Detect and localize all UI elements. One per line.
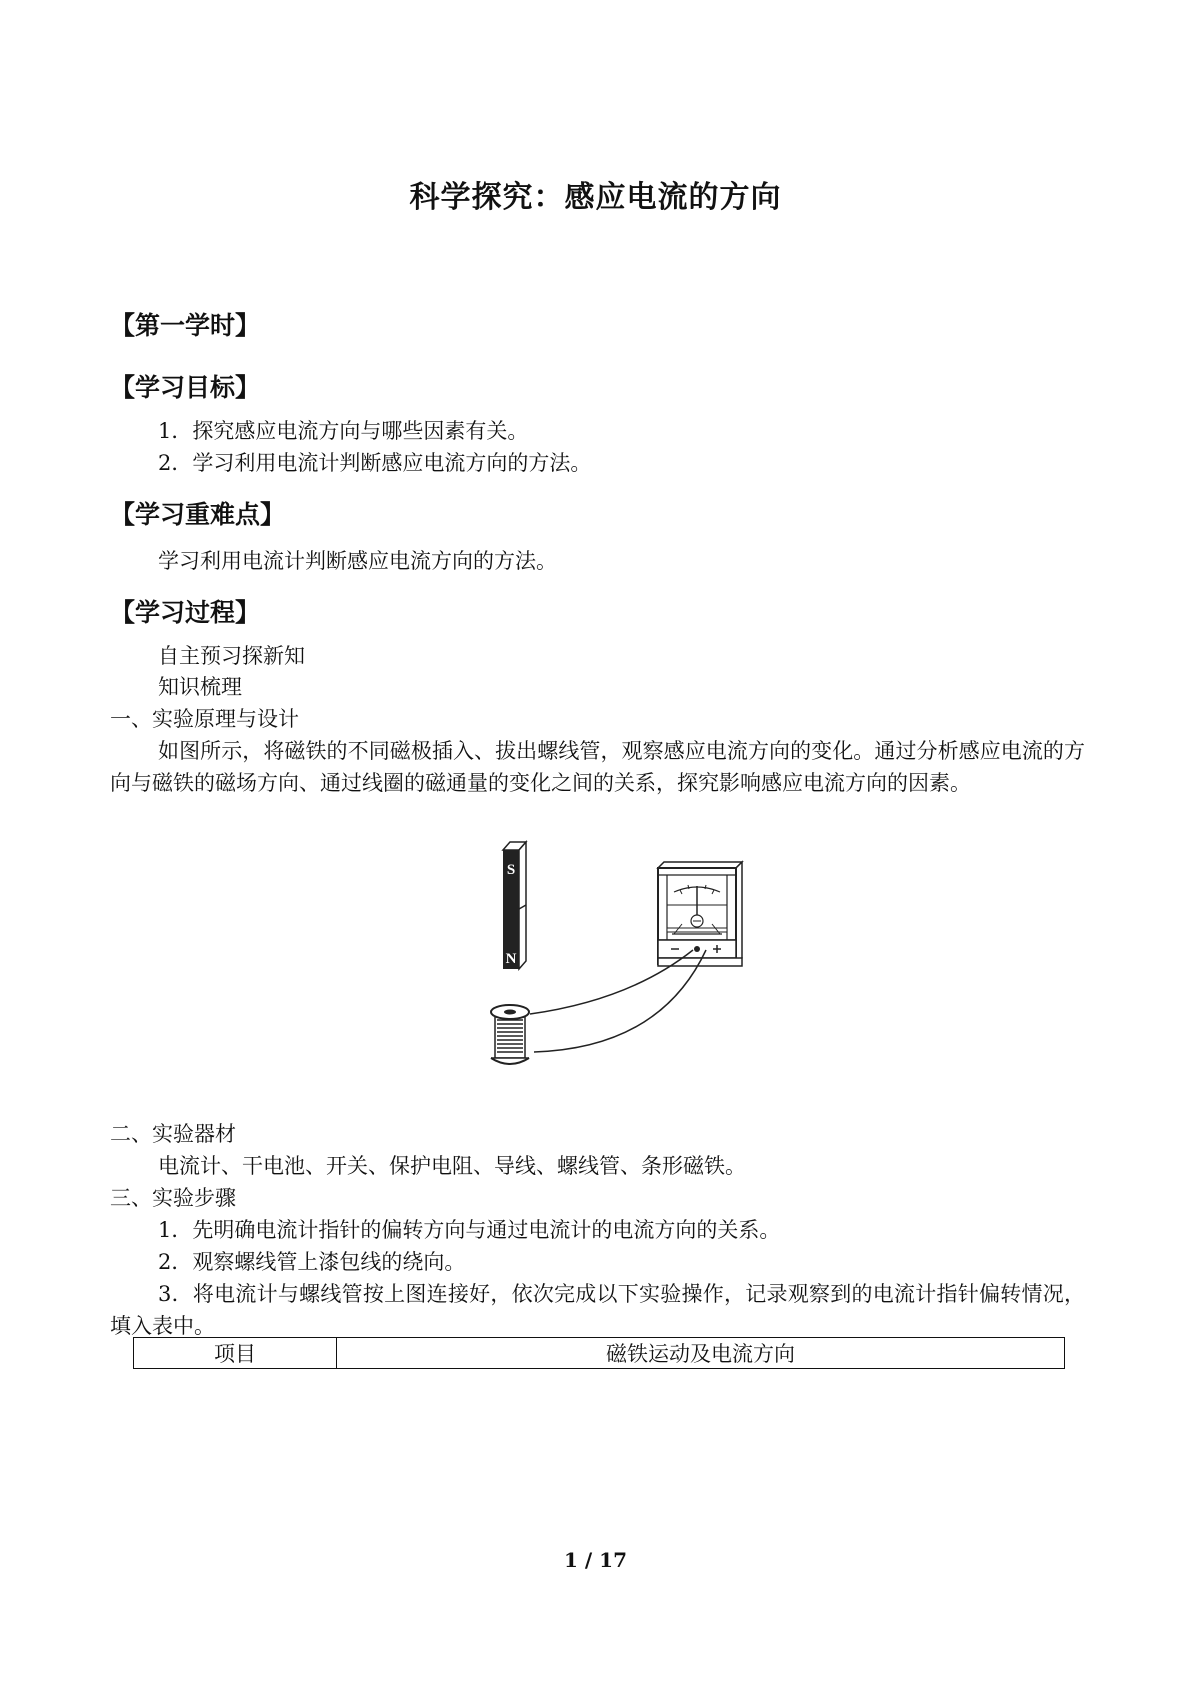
part2-text: 电流计、干电池、开关、保护电阻、导线、螺线管、条形磁铁。 [158,1154,746,1178]
keypoints-text: 学习利用电流计判断感应电流方向的方法。 [158,549,557,573]
process-subheading-knowledge: 知识梳理 [158,675,242,699]
part2-heading: 二、实验器材 [110,1122,236,1146]
process-subheading-preview: 自主预习探新知 [158,644,305,668]
part1-paragraph: 如图所示，将磁铁的不同磁极插入、拔出螺线管，观察感应电流方向的变化。通过分析感应电流的方向与磁铁的磁场方向、通过线圈的磁通量的变化之间的关系，探究影响感应电流方向的因素。 [110,739,1085,795]
table-header-item: 项目 [134,1338,337,1369]
section-lesson-heading: 【第一学时】 [110,311,261,340]
experiment-table [133,1337,1065,1369]
experiment-figure [470,830,770,1100]
part1-heading: 一、实验原理与设计 [110,707,299,731]
step-2: 2．观察螺线管上漆包线的绕向。 [158,1250,466,1274]
magnet-north-label: N [505,951,517,967]
solenoid-coil [491,1005,529,1064]
objective-item-2: 2．学习利用电流计判断感应电流方向的方法。 [158,451,592,475]
step-3: 3．将电流计与螺线管按上图连接好，依次完成以下实验操作，记录观察到的电流计指针偏转情况，填入表中。 [110,1282,1085,1338]
table-header-row [134,1338,1065,1369]
table-header-motion: 磁铁运动及电流方向 [337,1338,1065,1369]
galvanometer [658,862,742,966]
objective-item-1: 1．探究感应电流方向与哪些因素有关。 [158,419,529,443]
page-title: 科学探究：感应电流的方向 [409,180,782,215]
part3-heading: 三、实验步骤 [110,1186,236,1210]
section-keypoints-heading: 【学习重难点】 [110,500,286,529]
bar-magnet [503,842,526,969]
section-objectives-heading: 【学习目标】 [110,373,261,402]
magnet-south-label: S [506,862,516,878]
section-process-heading: 【学习过程】 [110,598,261,627]
page-number: 1 / 17 [564,1548,627,1572]
step-1: 1．先明确电流计指针的偏转方向与通过电流计的电流方向的关系。 [158,1218,781,1242]
